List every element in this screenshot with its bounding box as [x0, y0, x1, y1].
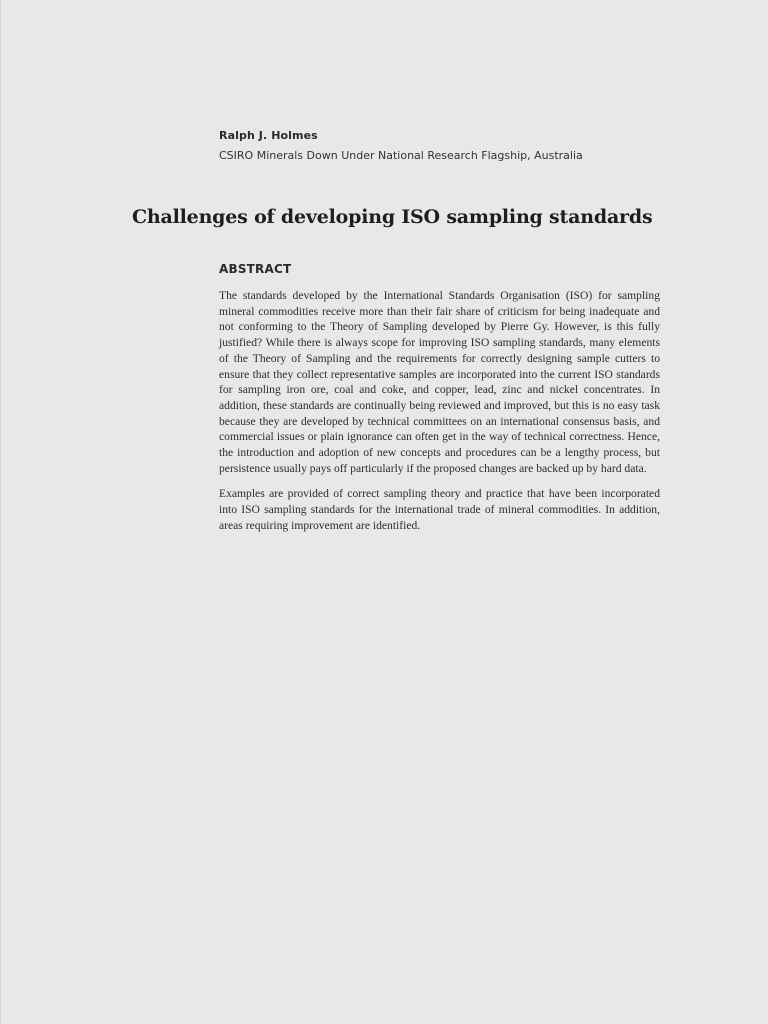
abstract-paragraph: The standards developed by the International Standards Organisation (ISO) for sampling mineral commodities receive more than their fair share of criticism for being inadequate and not conforming to the Theory of Sampling developed by Pierre Gy. However, is this fully justified? While there is always scope for improving ISO sampling standards, many elements of the Theory of Sampling and the requirements for correctly designing sample cutters to ensure that they collect representative samples are incorporated into the current ISO standards for sampling iron ore, coal and coke, and copper, lead, zinc and nickel concentrates. In addition, these standards are continually being reviewed and improved, but this is no easy task because they are developed by technical committees on an international consensus basis, and commercial issues or plain ignorance can often get in the way of technical correctness. Hence, the introduction and adoption of new concepts and procedures can be a lengthy process, but persistence usually pays off particularly if the proposed changes are backed up by hard data.	[219, 289, 660, 475]
author-affiliation: CSIRO Minerals Down Under National Research Flagship, Australia	[219, 149, 583, 162]
abstract-body	[219, 288, 660, 544]
abstract-heading: ABSTRACT	[219, 262, 292, 276]
author-block	[219, 128, 679, 164]
abstract-paragraph: Examples are provided of correct sampling theory and practice that have been incorporated into ISO sampling standards for the international trade of mineral commodities. In addition, areas requiring improvement are identified.	[219, 487, 660, 532]
author-name: Ralph J. Holmes	[219, 129, 318, 142]
paper-title: Challenges of developing ISO sampling standards	[132, 206, 653, 228]
